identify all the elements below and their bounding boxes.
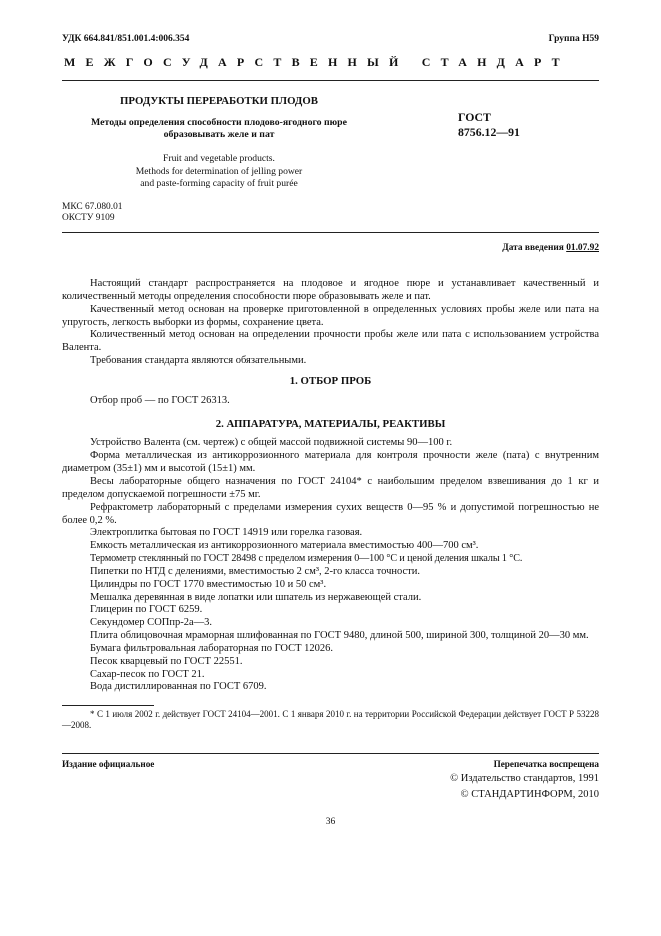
date-value: 01.07.92 xyxy=(566,243,599,253)
okstu-code: ОКСТУ 9109 xyxy=(62,213,115,223)
footer-rule xyxy=(62,753,599,754)
footnote-rule xyxy=(62,705,154,706)
equipment-item: Плита облицовочная мраморная шлифованная по ГОСТ 9480, длиной 500, шириной 300, толщиной 20—30 мм. xyxy=(90,630,589,642)
equipment-item: Цилиндры по ГОСТ 1770 вместимостью 10 и 50 см³. xyxy=(90,578,327,590)
equipment-item: Сахар-песок по ГОСТ 21. xyxy=(90,668,205,680)
gost-designation xyxy=(458,110,520,140)
section-2-heading: 2. АППАРАТУРА, МАТЕРИАЛЫ, РЕАКТИВЫ xyxy=(215,417,446,430)
equipment-item: Рефрактометр лабораторный с пределами измерения сухих веществ 0—95 % и допустимой погрешностью не более 0,2 %. xyxy=(62,501,599,526)
gost-label: ГОСТ xyxy=(458,110,491,124)
official-edition: Издание официальное xyxy=(62,759,155,769)
intro-paragraph: Требования стандарта являются обязательными. xyxy=(90,355,307,367)
equipment-item: Устройство Валента (см. чертеж) с общей массой подвижной системы 90—100 г. xyxy=(90,437,453,449)
classification-codes xyxy=(62,202,122,224)
equipment-item: Глицерин по ГОСТ 6259. xyxy=(90,604,203,616)
gost-number: 8756.12—91 xyxy=(458,125,520,139)
equipment-item: Пипетки по НТД с делениями, вместимостью 2 см³, 2-го класса точности. xyxy=(90,565,420,577)
equipment-item: Бумага фильтровальная лабораторная по ГОСТ 12026. xyxy=(90,642,334,654)
title-rule xyxy=(62,232,599,233)
english-title xyxy=(62,153,376,191)
english-title-line: Methods for determination of jelling power xyxy=(135,165,303,177)
equipment-item: Мешалка деревянная в виде лопатки или шпатель из нержавеющей стали. xyxy=(90,591,422,603)
equipment-item: Вода дистиллированная по ГОСТ 6709. xyxy=(90,681,267,693)
intro-paragraph: Настоящий стандарт распространяется на плодовое и ягодное пюре и устанавливает качественный и количественный методы определения способности пюре образовывать желе и пат. xyxy=(62,278,599,302)
equipment-item: Форма металлическая из антикоррозионного материала для контроля прочности желе (пата) с внутренним диаметром (35±1) мм и высотой (15±1) мм. xyxy=(62,450,599,475)
reprint-notice: Перепечатка воспрещена xyxy=(493,759,599,769)
page-number: 36 xyxy=(325,817,336,827)
copyright-2010: © СТАНДАРТИНФОРМ, 2010 xyxy=(460,789,599,800)
equipment-item: Емкость металлическая из антикоррозионного материала вместимостью 400—700 см³. xyxy=(90,540,479,552)
english-title-line: Fruit and vegetable products. xyxy=(163,153,275,164)
copyright-1991: © Издательство стандартов, 1991 xyxy=(450,773,599,784)
footnote-text: * С 1 июля 2002 г. действует ГОСТ 24104—2001. С 1 января 2010 г. на территории Российской Федерации действует ГОСТ Р 53228—2008. xyxy=(62,709,599,730)
english-title-line: and paste-forming capacity of fruit purée xyxy=(140,178,298,189)
intro-paragraph: Количественный метод основан на определении прочности пробы желе или пата с использованием устройства Валента. xyxy=(62,329,599,354)
section-1-heading: 1. ОТБОР ПРОБ xyxy=(289,374,372,387)
header-rule xyxy=(62,80,599,81)
equipment-item: Секундомер СОПпр-2а—3. xyxy=(90,617,213,629)
mks-code: МКС 67.080.01 xyxy=(62,202,123,212)
interstate-standard-banner: МЕЖГОСУДАРСТВЕННЫЙ СТАНДАРТ xyxy=(64,55,570,69)
udk-code: УДК 664.841/851.001.4:006.354 xyxy=(62,34,190,44)
equipment-item: Термометр стеклянный по ГОСТ 28498 с пределом измерения 0—100 °С и ценой деления шкалы 1 °С. xyxy=(90,553,523,565)
date-label: Дата введения xyxy=(502,243,564,253)
section-1-text: Отбор проб — по ГОСТ 26313. xyxy=(90,394,230,406)
group-code: Группа Н59 xyxy=(548,34,599,44)
equipment-item: Электроплитка бытовая по ГОСТ 14919 или горелка газовая. xyxy=(90,527,363,539)
subtitle-line: Методы определения способности плодово-ягодного пюре xyxy=(91,117,347,128)
intro-paragraph: Качественный метод основан на проверке приготовленной в определенных условиях пробы желе или пата на упругость, легкость выборки из формы, сохранение цвета. xyxy=(62,303,599,328)
document-title: ПРОДУКТЫ ПЕРЕРАБОТКИ ПЛОДОВ xyxy=(120,95,318,107)
footnote xyxy=(62,709,599,731)
subtitle-line: образовывать желе и пат xyxy=(163,129,275,140)
equipment-item: Весы лабораторные общего назначения по ГОСТ 24104* с наибольшим пределом взвешивания до 1 кг и пределом допускаемой погрешности ±75 мг. xyxy=(62,475,599,500)
document-subtitle xyxy=(62,117,376,141)
equipment-item: Песок кварцевый по ГОСТ 22551. xyxy=(90,655,243,667)
document-body xyxy=(62,278,599,694)
introduction-date xyxy=(502,243,599,253)
